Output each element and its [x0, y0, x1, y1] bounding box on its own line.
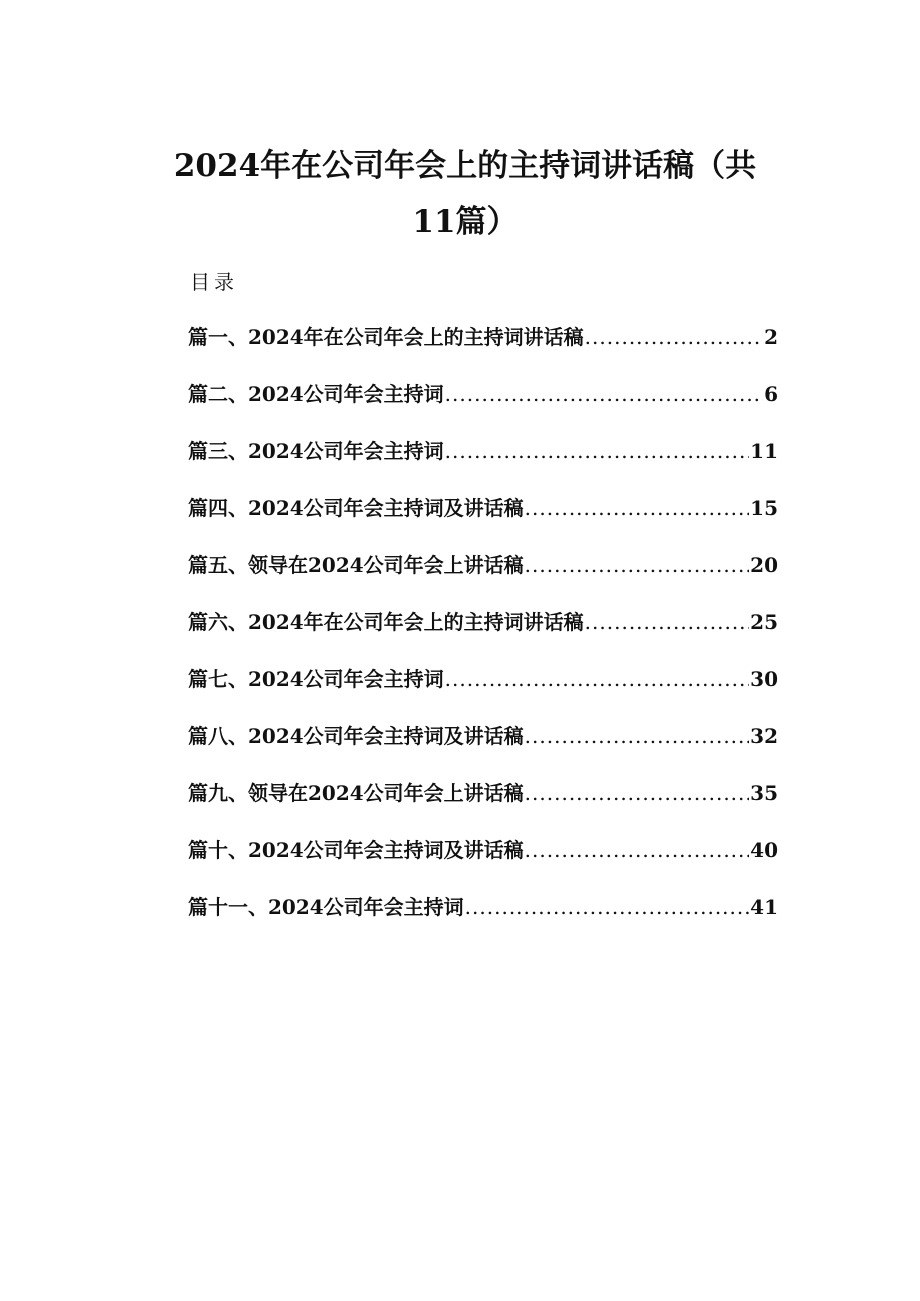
- toc-leader-dots: [445, 664, 749, 694]
- toc-entry-page: 41: [750, 895, 778, 919]
- toc-entry-label: 篇二、2024公司年会主持词: [188, 382, 444, 406]
- toc-entry-page: 40: [750, 838, 778, 862]
- toc-leader-dots: [525, 721, 749, 751]
- toc-entry-3[interactable]: [188, 436, 778, 493]
- document-title-line-2: 11篇）: [412, 204, 518, 240]
- toc-heading: 目录: [190, 270, 238, 294]
- toc-leader-dots: [585, 607, 749, 637]
- toc-entry-label: 篇三、2024公司年会主持词: [188, 439, 444, 463]
- toc-entry-6[interactable]: [188, 607, 778, 664]
- toc-entry-page: 25: [750, 610, 778, 634]
- toc-entry-7[interactable]: [188, 664, 778, 721]
- toc-entry-8[interactable]: [188, 721, 778, 778]
- toc-entry-9[interactable]: [188, 778, 778, 835]
- toc-entry-label: 篇十、2024公司年会主持词及讲话稿: [188, 838, 524, 862]
- toc-entry-1[interactable]: [188, 322, 778, 379]
- toc-entry-11[interactable]: [188, 892, 778, 949]
- toc-leader-dots: [525, 493, 749, 523]
- document-title: [150, 138, 780, 250]
- toc-entry-2[interactable]: [188, 379, 778, 436]
- toc-leader-dots: [445, 436, 749, 466]
- toc-entry-5[interactable]: [188, 550, 778, 607]
- toc-leader-dots: [525, 550, 749, 580]
- toc-entry-page: 15: [750, 496, 778, 520]
- document-title-line-1: 2024年在公司年会上的主持词讲话稿（共: [173, 148, 757, 184]
- toc-entry-label: 篇十一、2024公司年会主持词: [188, 895, 464, 919]
- toc-entry-page: 11: [750, 439, 778, 463]
- toc-entry-page: 2: [764, 325, 778, 349]
- toc-leader-dots: [585, 322, 763, 352]
- toc-entry-label: 篇九、领导在2024公司年会上讲话稿: [188, 781, 524, 805]
- toc-entry-label: 篇四、2024公司年会主持词及讲话稿: [188, 496, 524, 520]
- table-of-contents: [188, 322, 778, 949]
- toc-entry-label: 篇六、2024年在公司年会上的主持词讲话稿: [188, 610, 584, 634]
- toc-entry-label: 篇五、领导在2024公司年会上讲话稿: [188, 553, 524, 577]
- toc-entry-page: 32: [750, 724, 778, 748]
- toc-entry-4[interactable]: [188, 493, 778, 550]
- toc-leader-dots: [525, 778, 749, 808]
- toc-entry-page: 6: [764, 382, 778, 406]
- toc-entry-page: 30: [750, 667, 778, 691]
- toc-leader-dots: [445, 379, 763, 409]
- toc-entry-label: 篇一、2024年在公司年会上的主持词讲话稿: [188, 325, 584, 349]
- toc-entry-page: 20: [750, 553, 778, 577]
- toc-leader-dots: [465, 892, 749, 922]
- toc-entry-10[interactable]: [188, 835, 778, 892]
- toc-entry-label: 篇八、2024公司年会主持词及讲话稿: [188, 724, 524, 748]
- toc-entry-page: 35: [750, 781, 778, 805]
- toc-leader-dots: [525, 835, 749, 865]
- toc-entry-label: 篇七、2024公司年会主持词: [188, 667, 444, 691]
